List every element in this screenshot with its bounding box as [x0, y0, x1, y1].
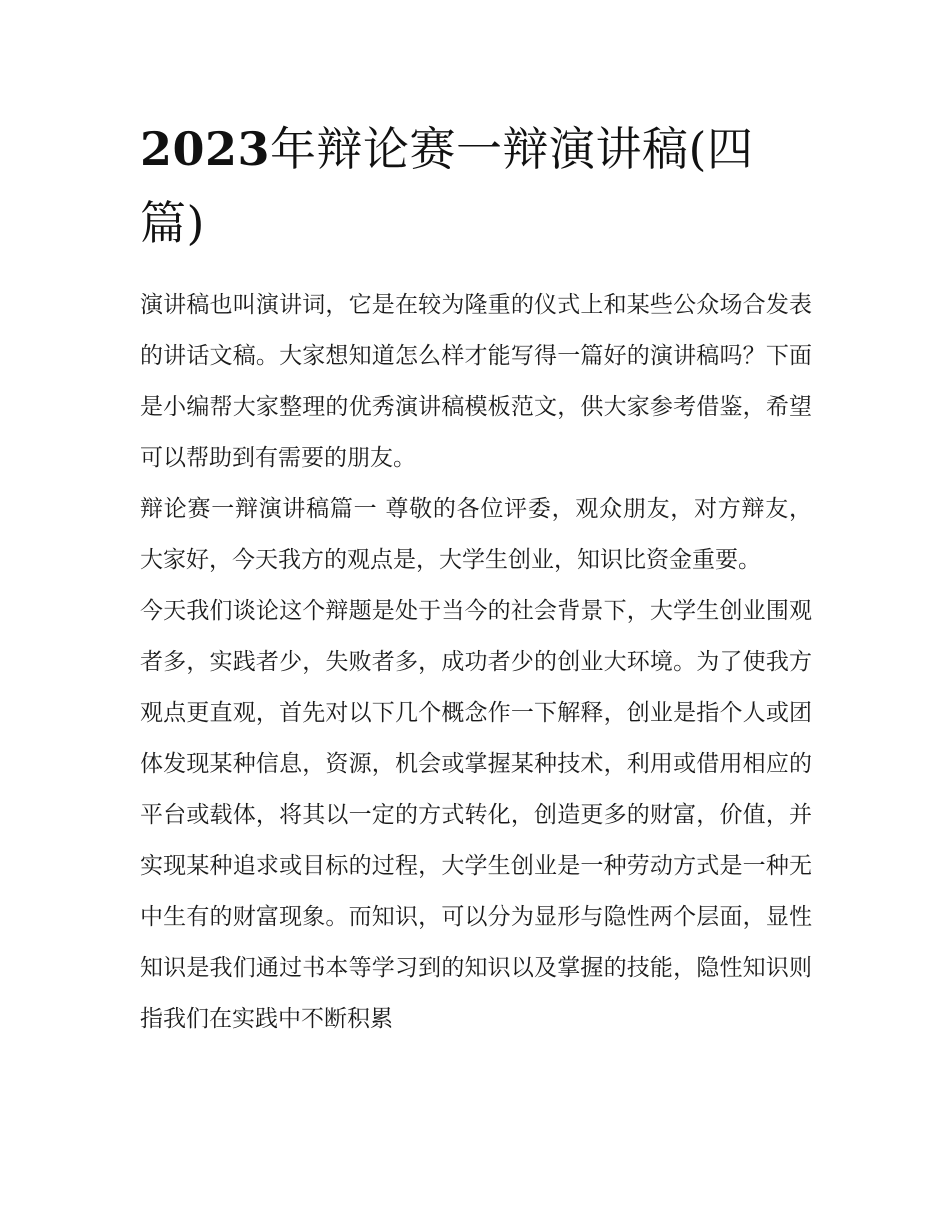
document-page	[140, 112, 812, 1045]
document-title	[140, 112, 812, 260]
intro-paragraph: 演讲稿也叫演讲词，它是在较为隆重的仪式上和某些公众场合发表的讲话文稿。大家想知道怎么样才能写得一篇好的演讲稿吗？下面是小编帮大家整理的优秀演讲稿模板范文，供大家参考借鉴，希望可以帮助到有需要的朋友。	[140, 292, 812, 471]
speech-body-paragraph: 今天我们谈论这个辩题是处于当今的社会背景下，大学生创业围观者多，实践者少，失败者多，成功者少的创业大环境。为了使我方观点更直观，首先对以下几个概念作一下解释，创业是指个人或团体发现某种信息，资源，机会或掌握某种技术，利用或借用相应的平台或载体，将其以一定的方式转化，创造更多的财富，价值，并实现某种追求或目标的过程，大学生创业是一种劳动方式是一种无中生有的财富现象。而知识，可以分为显形与隐性两个层面，显性知识是我们通过书本等学习到的知识以及掌握的技能，隐性知识则指我们在实践中不断积累	[140, 598, 812, 1032]
speech-opening-paragraph: 辩论赛一辩演讲稿篇一 尊敬的各位评委，观众朋友，对方辩友，大家好，今天我方的观点是，大学生创业，知识比资金重要。	[140, 496, 812, 573]
title-text: 年辩论赛一辩演讲稿(四篇)	[140, 122, 754, 250]
title-year: 2023	[140, 122, 271, 176]
